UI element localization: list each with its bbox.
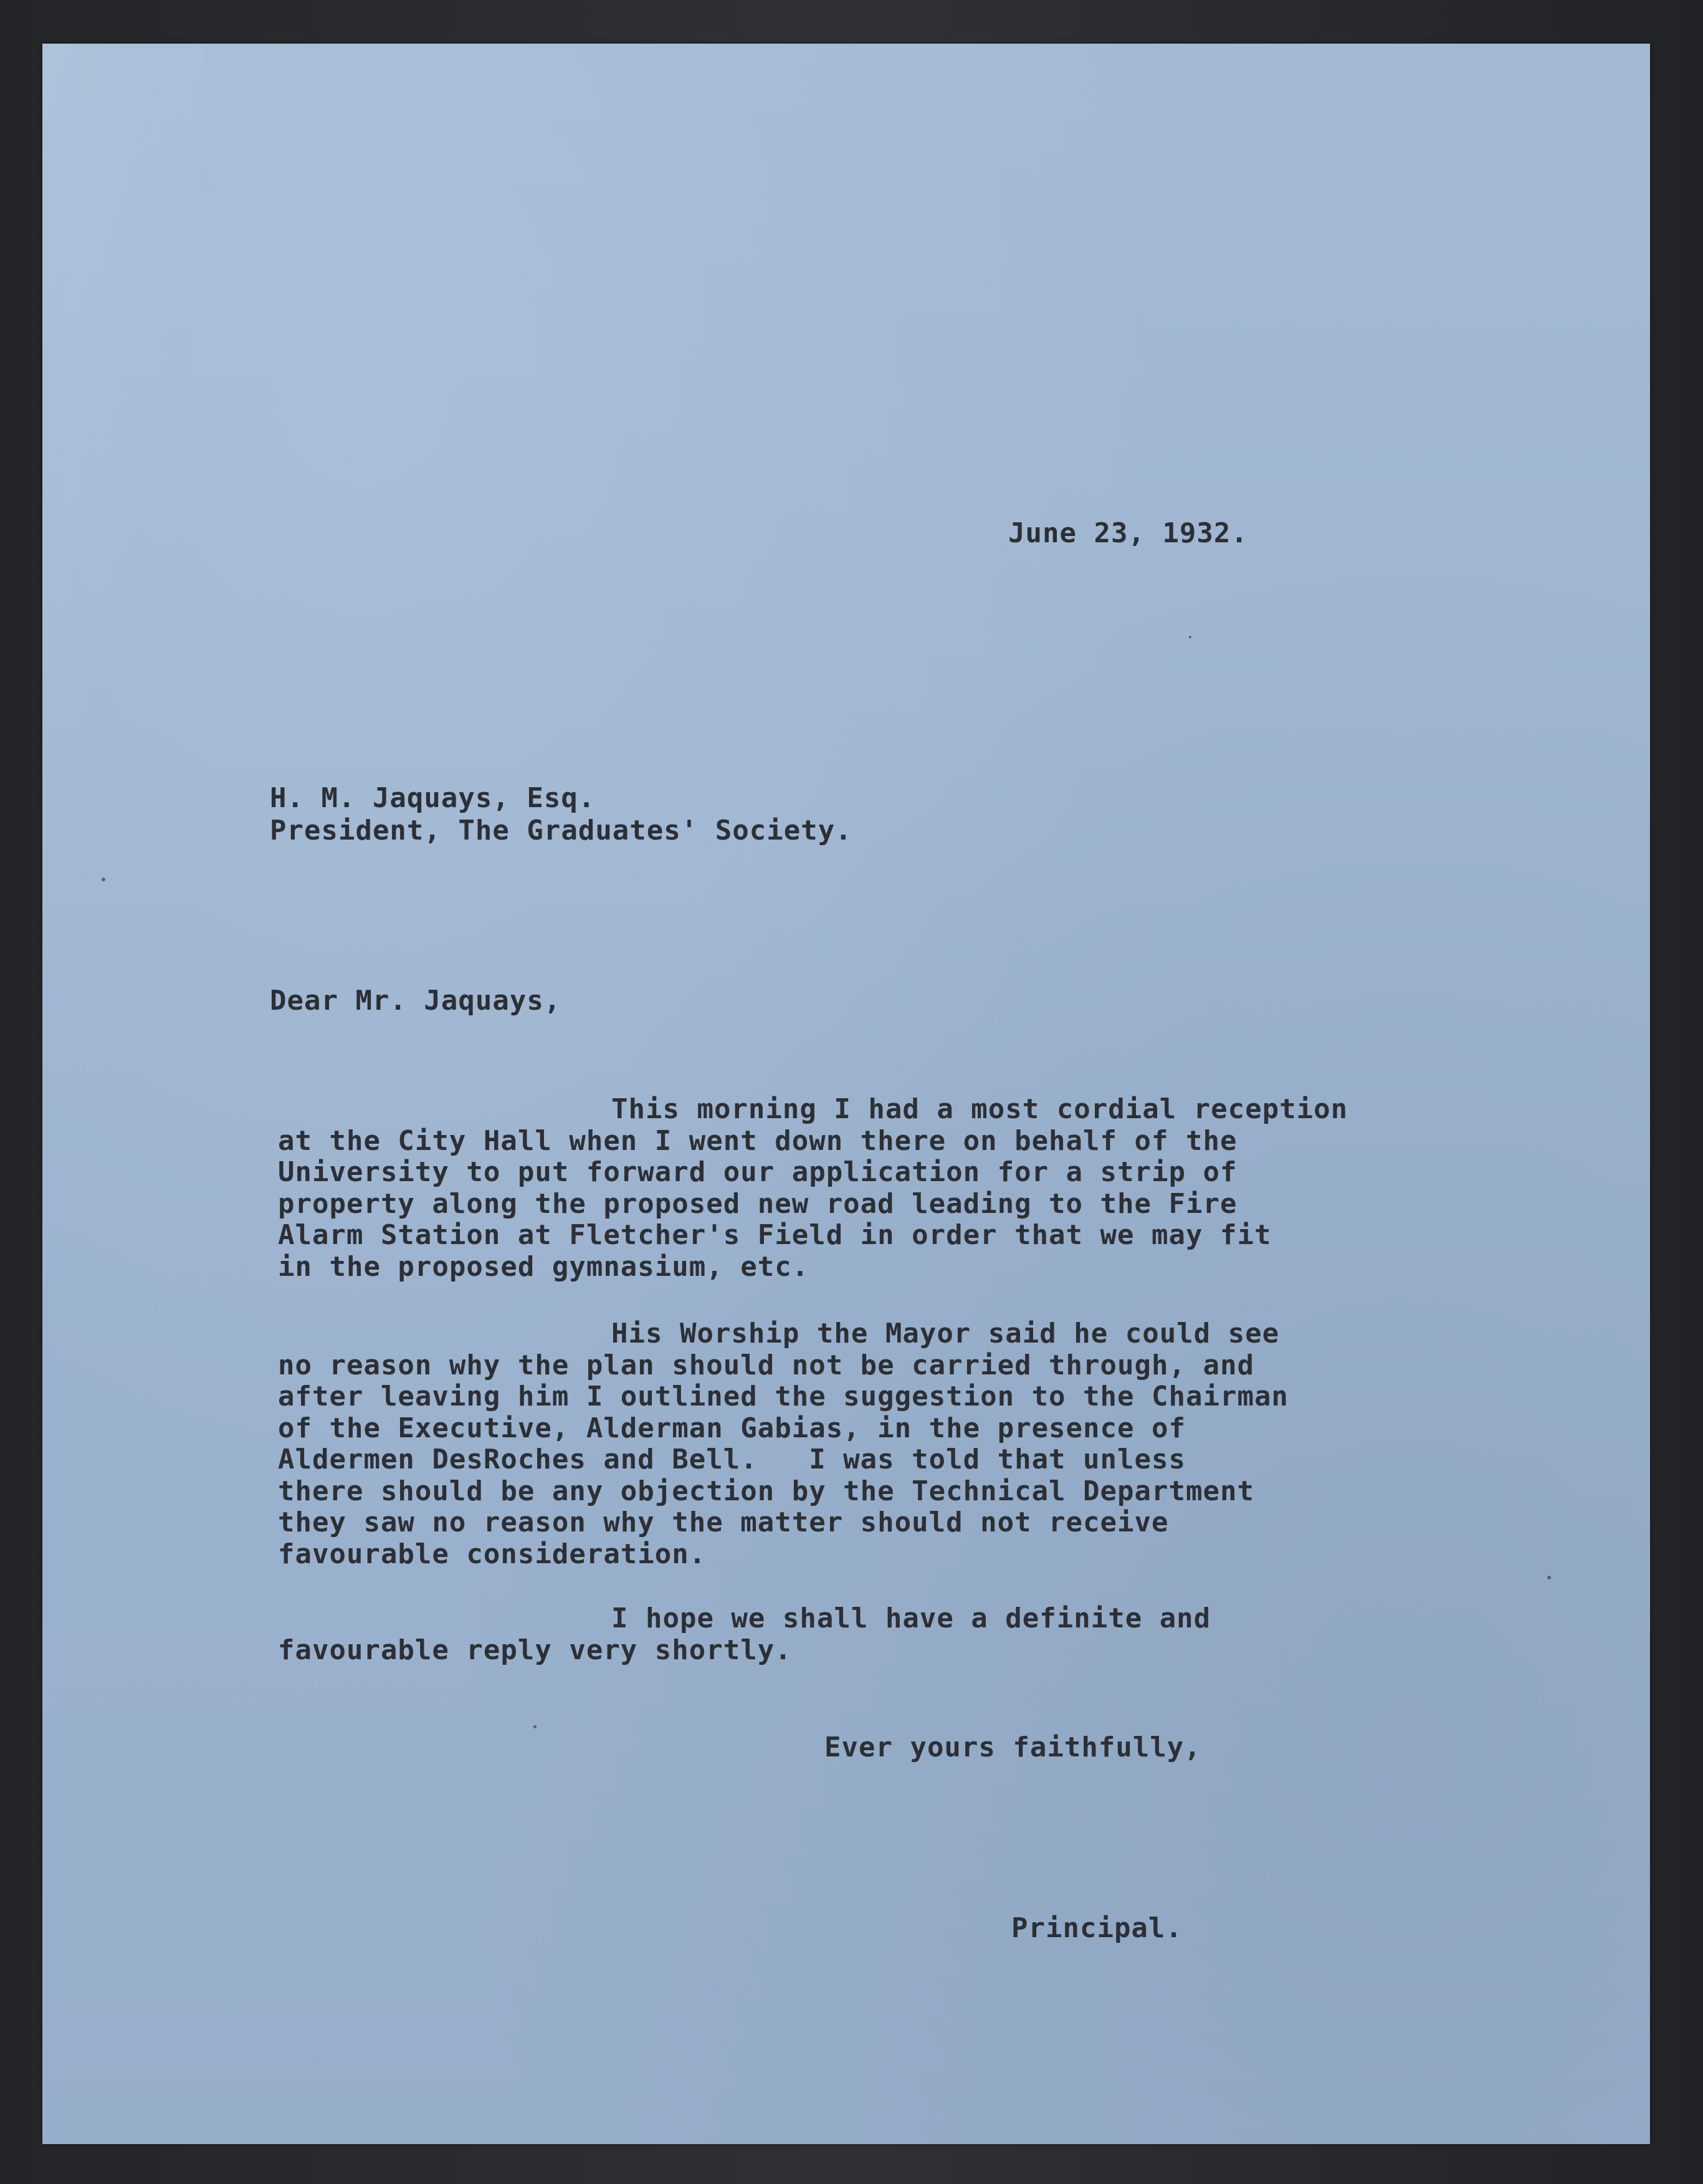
paragraph-line: favourable consideration.: [278, 1538, 707, 1570]
closing: Ever yours faithfully,: [824, 1731, 1201, 1763]
body-paragraph-1: [278, 1094, 1524, 1283]
paragraph-line: This morning I had a most cordial reception: [611, 1093, 1348, 1125]
salutation: Dear Mr. Jaquays,: [270, 985, 561, 1017]
paragraph-line: His Worship the Mayor said he could see: [611, 1318, 1280, 1349]
paragraph-line: of the Executive, Alderman Gabias, in the presence of: [278, 1412, 1186, 1444]
paragraph-line: property along the proposed new road leading to the Fire: [278, 1187, 1238, 1220]
paragraph-line: favourable reply very shortly.: [278, 1634, 792, 1666]
paragraph-line: I hope we shall have a definite and: [611, 1602, 1211, 1634]
letter-sheet: [42, 44, 1650, 2144]
signature-title: Principal.: [1011, 1912, 1183, 1944]
paper-speck: [1189, 636, 1191, 638]
paragraph-line: in the proposed gymnasium, etc.: [278, 1250, 809, 1283]
paragraph-line: they saw no reason why the matter should not receive: [278, 1506, 1169, 1538]
letter-date: June 23, 1932.: [1008, 517, 1248, 549]
body-paragraph-2: [278, 1318, 1524, 1570]
paragraph-line: Alarm Station at Fletcher's Field in order that we may fit: [278, 1219, 1272, 1251]
recipient-title: President, The Graduates' Society.: [270, 815, 852, 846]
recipient-name: H. M. Jaquays, Esq.: [270, 782, 596, 814]
paper-speck: [1547, 1576, 1551, 1579]
paragraph-line: at the City Hall when I went down there on behalf of the: [278, 1124, 1238, 1157]
paragraph-line: Aldermen DesRoches and Bell. I was told that unless: [278, 1444, 1186, 1475]
paper-fold-shading: [42, 44, 204, 729]
paragraph-line: after leaving him I outlined the suggestion to the Chairman: [278, 1381, 1289, 1412]
body-paragraph-3: [278, 1603, 1524, 1666]
paper-speck: [102, 878, 105, 881]
paragraph-line: University to put forward our application for a strip of: [278, 1156, 1238, 1188]
paragraph-line: there should be any objection by the Technical Department: [278, 1475, 1254, 1507]
paper-speck: [533, 1725, 537, 1728]
paragraph-line: no reason why the plan should not be carried through, and: [278, 1349, 1254, 1381]
